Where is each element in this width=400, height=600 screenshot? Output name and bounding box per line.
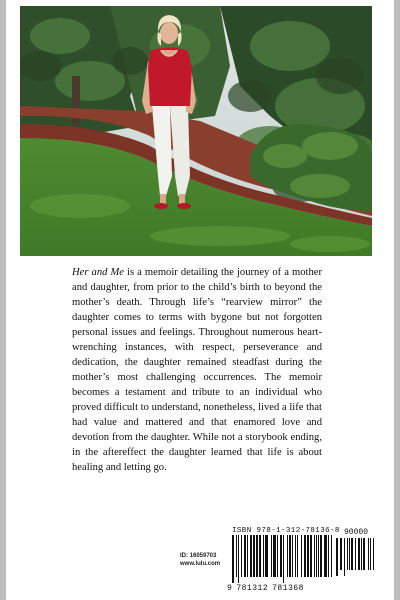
barcode-bar [370,538,371,570]
barcode-bar [347,538,348,570]
barcode-digit-lead: 9 [227,584,233,593]
barcode-bar [328,535,329,577]
book-description-text: is a memoir detailing the journey of a mother and daughter, from prior to the child’s birth to beyond the mother’s death. Through life’s “rearview mirror” the daughter comes to terms with bygone but not forgotten personal issues and feelings. Throughout numerous heart-wrenching instances, with respect, perseverance and dedication, the daughter remained steadfast during the mother’s most challenging occurrences. The memoir becomes a testament and tribute to an individual who proved difficult to understand, nonetheless, lived a life that had value and mattered and that enamored love and devotion from the daughter. While not a storybook ending, in the aftereffect the daughter learned that life is about healing and letting go. [72,267,322,473]
barcode-bar [340,538,342,570]
barcode-bar [310,535,312,577]
publisher-info [180,552,230,568]
isbn-barcode [232,535,332,583]
barcode-bar [318,535,319,577]
barcode-bar [336,538,338,576]
barcode-bar [289,535,291,577]
barcode-bar [283,535,284,583]
barcode-bar [295,535,296,577]
book-description [72,265,322,475]
barcode-bar [273,535,276,577]
author-photo [20,6,372,256]
barcode-bar [238,535,239,583]
barcode-bar [324,535,327,577]
barcode-bar [280,535,282,577]
isbn-label: ISBN 978-1-312-78136-8 [232,527,340,535]
barcode-bar [271,535,272,577]
barcode-bar [344,538,345,576]
barcode-bar [247,535,248,577]
barcode-bar [304,535,306,577]
barcode-digits-group-2: 781368 [272,584,304,593]
price-code: 90000 [344,528,369,537]
barcode-digits-group-1: 781312 [236,584,269,593]
barcode-bar [301,535,302,577]
barcode-bar [263,535,264,577]
barcode-bar [250,535,252,577]
barcode-bar [368,538,369,570]
publisher-url: www.lulu.com [180,561,221,567]
barcode-bar [277,535,278,577]
barcode-bar [253,535,255,577]
barcode-bar [259,535,261,577]
barcode-bar [256,535,258,577]
barcode-bar [236,535,237,577]
price-barcode [336,538,374,576]
barcode-digits [227,584,304,593]
barcode-bar [244,535,246,577]
barcode-bar [232,535,234,583]
barcode-bar [358,538,360,570]
author-photo-illustration [20,6,372,256]
barcode-bar [355,538,356,570]
barcode-bar [349,538,350,570]
barcode-bar [307,535,309,577]
barcode-bar [363,538,365,570]
book-title-italic: Her and Me [72,267,124,278]
barcode-bar [287,535,288,577]
barcode-bar [331,535,332,577]
barcode-bar [265,535,268,577]
barcode-bar [241,535,242,577]
book-back-cover [6,0,394,600]
barcode-bar [373,538,374,570]
barcode-bar [297,535,298,577]
publisher-id: ID: 16059703 [180,553,217,559]
barcode-bar [351,538,353,570]
barcode-bar [314,535,315,577]
barcode-bar [316,535,317,577]
barcode-bar [292,535,293,577]
barcode-bar [361,538,362,570]
barcode-bar [320,535,322,577]
